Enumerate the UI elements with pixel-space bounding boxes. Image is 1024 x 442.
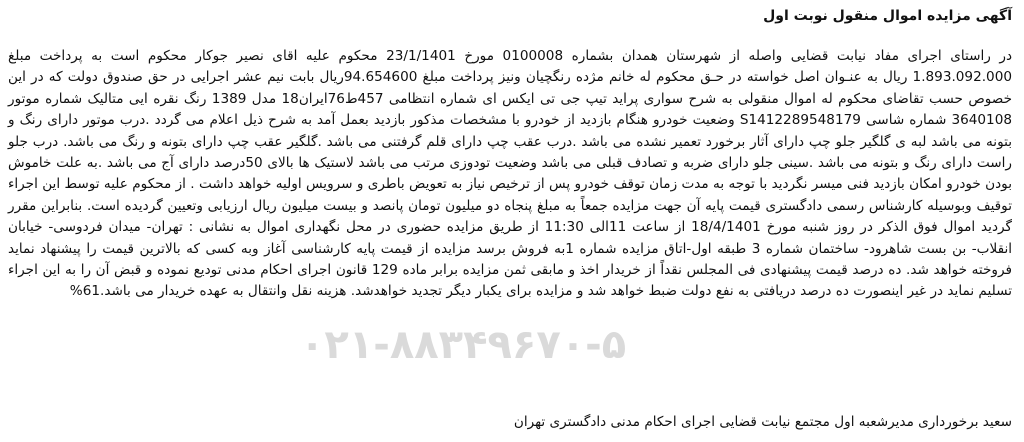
phone-watermark: ۰۲۱-۸۸۳۴۹۶۷۰-۵	[300, 322, 627, 368]
notice-title: آگهی مزایده اموال منقول نوبت اول	[763, 8, 1012, 24]
notice-body: در راستای اجرای مفاد نیابت قضایی واصله از شهرستان همدان بشماره 0100008 مورخ 23/1/1401 محکوم علیه اقای نصیر جوکار محکوم است به پرداخت مبلغ 1.893.092.000 ریال به عنـوان اصل خواسته در حـق محکوم له خانم مژده رنگچیان ونیز پرداخت مبلغ 94.654600ریال بابت نیم عشر اجرایی در حق صندوق دولت که در این خصوص حسب تقاضای محکوم له اموال منقولی به شرح سواری پراید تیپ جی تی ایکس ای شماره انتظامی 457ط76ایران18 مدل 1389 رنگ نقره ایی متالیک شماره موتور 3640108 شماره شاسی S1412289548179 وضعیت خودرو هنگام بازدید از خودرو با مشخصات مذکور بازدید بعمل آمد به شرح ذیل اعلام می گردد .درب موتور دارای رنگ و بتونه می باشد لبه ی گلگیر جلو چپ دارای آثار برخورد تعمیر نشده می باشد .درب عقب چپ دارای قلم گرفتنی می باشد .گلگیر عقب چپ دارای بتونه و رنگ می باشد. درب جلو راست دارای رنگ و بتونه می باشد .سینی جلو دارای ضربه و تصادف قبلی می باشد وضعیت تودوزی مرتب می باشد لاستیک ها بالای 50درصد دارای آج می باشد .به علت خاموش بودن خودرو امکان بازدید فنی میسر نگردید با توجه به مدت زمان توقف خودرو پس از ترخیص نیاز به تعویض باطری و سرویس اولیه خواهد داشت . از محکوم علیه توسط این اجراء توقیف وبوسیله کارشناس رسمی دادگستری قیمت پایه آن جهت مزایده جمعاً به مبلغ پنجاه دو میلیون تومان پانصد و بیست میلیون ریال ارزیابی وتعیین گردیده است. بنابراین مقرر گردید اموال فوق الذکر در روز شنبه مورخ 18/4/1401 از ساعت 11الی 11:30 از طریق مزایده حضوری در محل نگهداری اموال به نشانی : تهران- میدان فردوسی- خیابان انقلاب- بن بست شاهرود- ساختمان شماره 3 طبقه اول-اتاق مزایده شماره 1به فروش برسد مزایده از قیمت پایه کارشناسی آغاز وبه کسی که بالاترین قیمت را پیشنهاد نماید فروخته خواهد شد. ده درصد قیمت پیشنهادی فی المجلس نقداً از خریدار اخذ و مابقی ثمن مزایده برابر ماده 129 قانون اجرای احکام مدنی تودیع نموده و قبض آن را به این اجراء تسلیم نماید در غیر اینصورت ده درصد دریافتی به نفع دولت ضبط خواهد شد و مزایده برای یکبار دیگر تجدید خواهدشد. هزینه نقل وانتقال به عهده خریدار می باشد.61%	[8, 48, 1013, 300]
notice-signature: سعید برخورداری مدیرشعبه اول مجتمع نیابت قضایی اجرای احکام مدنی دادگستری تهران	[513, 414, 1012, 430]
